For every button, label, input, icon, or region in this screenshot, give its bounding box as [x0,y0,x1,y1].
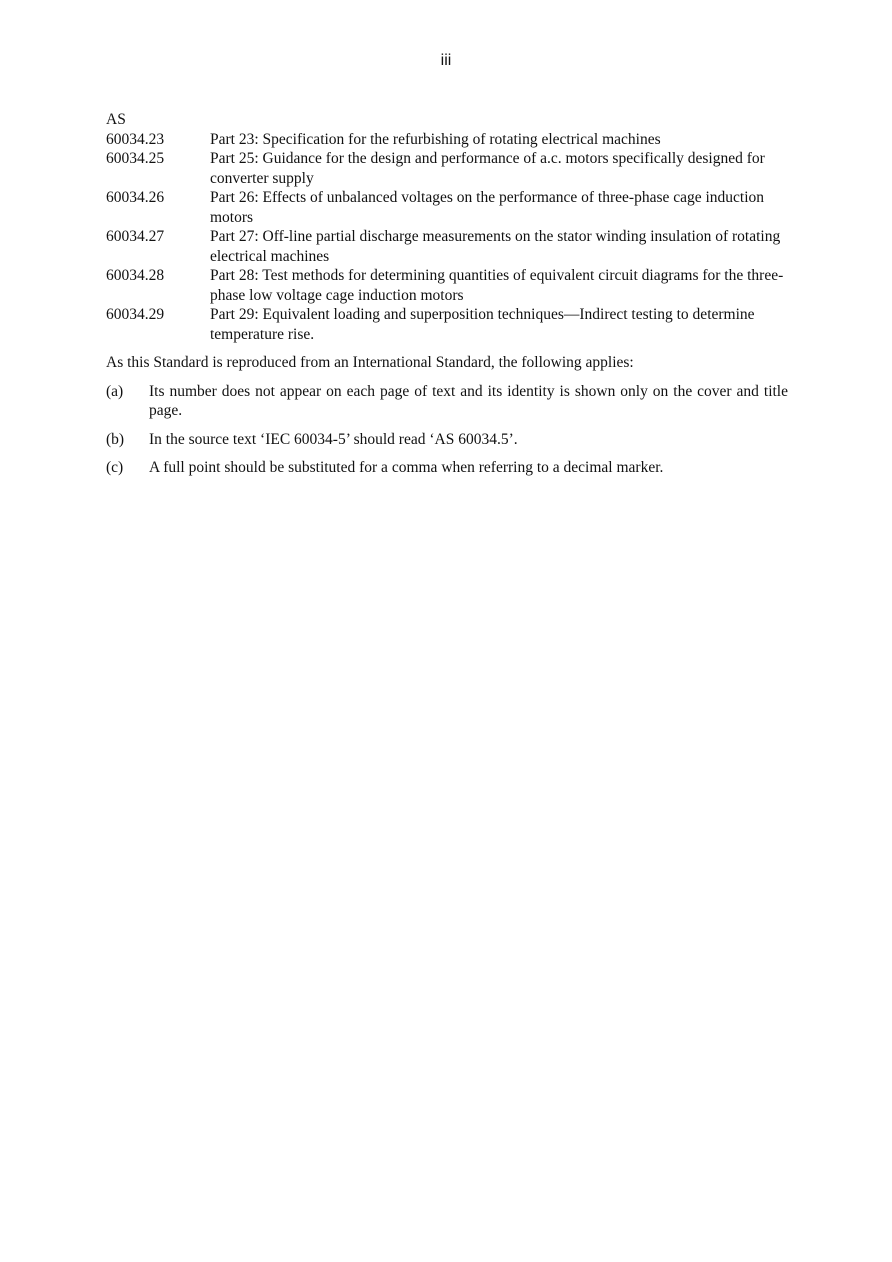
standard-row [106,305,788,344]
standard-row [106,149,788,188]
standard-description: Part 23: Specification for the refurbishing of rotating electrical machines [210,130,661,148]
standard-row [106,130,788,150]
standard-number: 60034.25 [106,150,165,167]
standard-number: 60034.27 [106,228,165,245]
note-text: In the source text ‘IEC 60034-5’ should read ‘AS 60034.5’. [149,430,518,448]
note-item [106,430,788,450]
note-item [106,382,788,421]
standard-description: Part 27: Off-line partial discharge measurements on the stator winding insulation of rotating electrical machines [210,228,781,265]
note-item [106,458,788,478]
note-text: A full point should be substituted for a comma when referring to a decimal marker. [149,459,664,476]
series-prefix: AS [106,111,126,128]
standard-row [106,266,788,305]
standard-description: Part 26: Effects of unbalanced voltages on the performance of three-phase cage induction motors [210,189,765,226]
page-number: iii [440,52,452,69]
standard-number: 60034.23 [106,130,165,148]
note-label: (a) [106,382,124,400]
standard-number: 60034.29 [106,306,165,323]
standard-number: 60034.26 [106,189,165,206]
document-body [106,110,788,478]
standard-row [106,227,788,266]
standard-description: Part 28: Test methods for determining quantities of equivalent circuit diagrams for the three-phase low voltage cage induction motors [210,267,784,304]
notes-list [106,382,788,478]
note-label: (c) [106,459,124,476]
note-text: Its number does not appear on each page of text and its identity is shown only on the cover and title page. [149,382,788,419]
intro-paragraph: As this Standard is reproduced from an International Standard, the following applies: [106,354,634,371]
standard-description: Part 25: Guidance for the design and performance of a.c. motors specifically designed for converter supply [210,150,765,187]
standard-number: 60034.28 [106,267,165,284]
standards-list [106,130,788,345]
standard-row [106,188,788,227]
standard-description: Part 29: Equivalent loading and superposition techniques—Indirect testing to determine temperature rise. [210,306,755,343]
note-label: (b) [106,430,125,448]
